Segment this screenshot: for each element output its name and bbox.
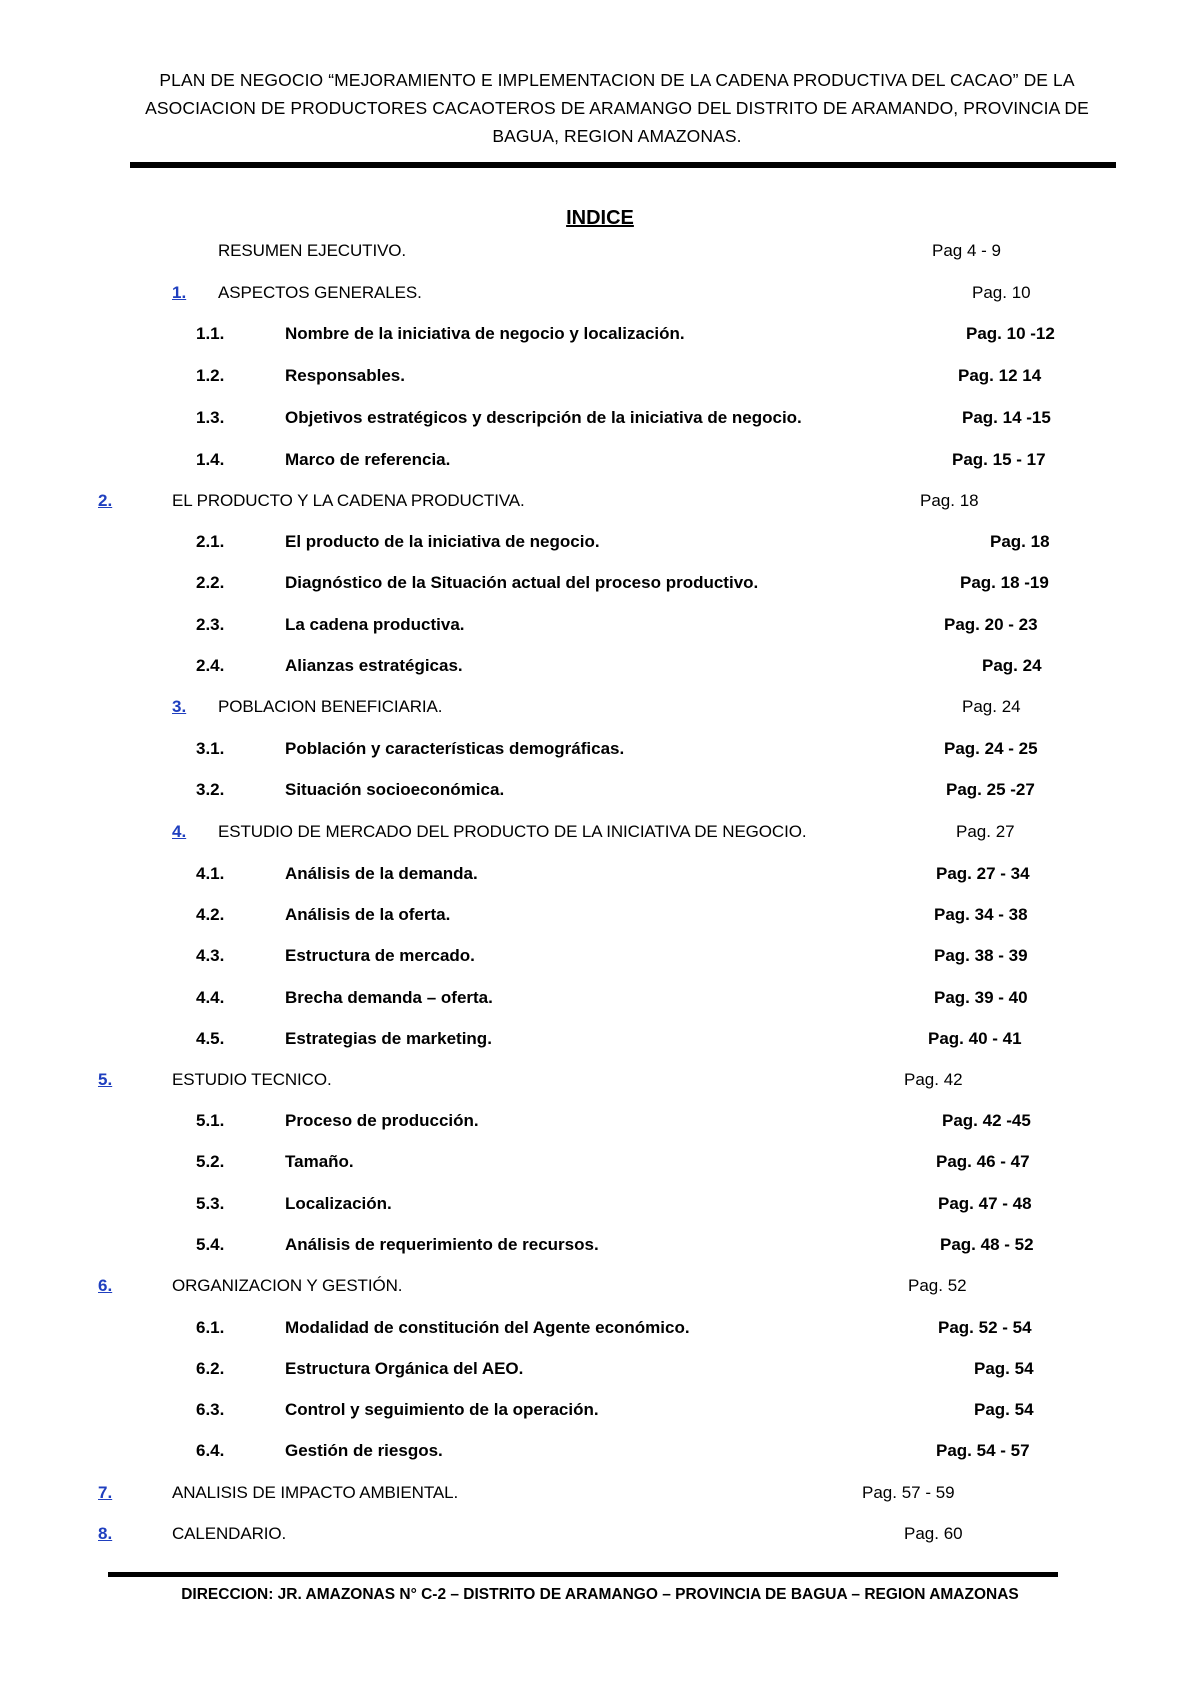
toc-section-number-link[interactable]: 4.	[172, 822, 187, 841]
toc-row	[0, 1194, 1200, 1224]
toc-page: Pag. 24 - 25	[944, 739, 1038, 758]
toc-row	[0, 1524, 1200, 1554]
toc-row	[0, 697, 1200, 727]
toc-page: Pag. 60	[904, 1524, 963, 1543]
toc-page: Pag. 20 - 23	[944, 615, 1038, 634]
toc-subsection-number: 3.1.	[196, 739, 225, 758]
toc-section-label: CALENDARIO.	[172, 1524, 287, 1543]
toc-page: Pag. 34 - 38	[934, 905, 1028, 924]
toc-subsection-number: 2.4.	[196, 656, 225, 675]
document-footer: DIRECCION: JR. AMAZONAS N° C-2 – DISTRITO DE ARAMANGO – PROVINCIA DE BAGUA – REGION AMAZONAS	[181, 1586, 1019, 1603]
toc-page: Pag. 54 - 57	[936, 1441, 1030, 1460]
toc-subsection-number: 1.3.	[196, 408, 225, 427]
toc-subsection-label: Estrategias de marketing.	[285, 1029, 492, 1048]
header-line-2: ASOCIACION DE PRODUCTORES CACAOTEROS DE ARAMANGO DEL DISTRITO DE ARAMANDO, PROVINCIA DE	[145, 98, 1089, 118]
toc-page: Pag. 24	[962, 697, 1021, 716]
toc-row	[0, 1441, 1200, 1471]
toc-subsection-number: 2.1.	[196, 532, 225, 551]
toc-section-number-link[interactable]: 2.	[98, 491, 113, 510]
toc-page: Pag. 42 -45	[942, 1111, 1031, 1130]
toc-subsection-number: 1.1.	[196, 324, 225, 343]
toc-row	[0, 739, 1200, 769]
toc-subsection-label: Gestión de riesgos.	[285, 1441, 443, 1460]
toc-section-label: ESTUDIO DE MERCADO DEL PRODUCTO DE LA INICIATIVA DE NEGOCIO.	[218, 822, 807, 841]
toc-subsection-label: Marco de referencia.	[285, 450, 451, 469]
toc-row	[0, 656, 1200, 686]
toc-page: Pag. 24	[982, 656, 1042, 675]
toc-section-label: EL PRODUCTO Y LA CADENA PRODUCTIVA.	[172, 491, 525, 510]
toc-section-number-link[interactable]: 7.	[98, 1483, 113, 1502]
toc-row	[0, 1276, 1200, 1306]
toc-row	[0, 532, 1200, 562]
toc-section-number-link[interactable]: 5.	[98, 1070, 113, 1089]
toc-row	[0, 324, 1200, 354]
toc-page: Pag. 38 - 39	[934, 946, 1028, 965]
toc-page: Pag. 15 - 17	[952, 450, 1046, 469]
toc-subsection-label: Estructura Orgánica del AEO.	[285, 1359, 524, 1378]
toc-subsection-label: Alianzas estratégicas.	[285, 656, 463, 675]
toc-subsection-label: Análisis de requerimiento de recursos.	[285, 1235, 599, 1254]
toc-row	[0, 1318, 1200, 1348]
toc-subsection-number: 4.4.	[196, 988, 225, 1007]
toc-page: Pag. 39 - 40	[934, 988, 1028, 1007]
toc-subsection-label: Diagnóstico de la Situación actual del proceso productivo.	[285, 573, 759, 592]
toc-row	[0, 450, 1200, 480]
toc-page: Pag. 52	[908, 1276, 967, 1295]
toc-section-number-link[interactable]: 6.	[98, 1276, 113, 1295]
toc-row	[0, 366, 1200, 396]
toc-subsection-number: 6.1.	[196, 1318, 225, 1337]
toc-section-label: POBLACION BENEFICIARIA.	[218, 697, 443, 716]
toc-page: Pag. 54	[974, 1400, 1034, 1419]
toc-page: Pag. 57 - 59	[862, 1483, 955, 1502]
toc-page: Pag. 18	[990, 532, 1050, 551]
toc-subsection-number: 6.4.	[196, 1441, 225, 1460]
toc-row	[0, 491, 1200, 521]
toc-section-label: ESTUDIO TECNICO.	[172, 1070, 332, 1089]
toc-page: Pag. 10	[972, 283, 1031, 302]
toc-subsection-number: 2.3.	[196, 615, 225, 634]
toc-row	[0, 1111, 1200, 1141]
toc-section-number-link[interactable]: 3.	[172, 697, 187, 716]
toc-row	[0, 946, 1200, 976]
toc-subsection-label: Localización.	[285, 1194, 392, 1213]
header-line-1: PLAN DE NEGOCIO “MEJORAMIENTO E IMPLEMENTACION DE LA CADENA PRODUCTIVA DEL CACAO” DE LA	[159, 70, 1075, 90]
toc-section-label: ANALISIS DE IMPACTO AMBIENTAL.	[172, 1483, 459, 1502]
toc-subsection-label: Análisis de la oferta.	[285, 905, 451, 924]
toc-row	[0, 1235, 1200, 1265]
toc-page: Pag. 48 - 52	[940, 1235, 1034, 1254]
toc-page: Pag. 18	[920, 491, 979, 510]
toc-subsection-label: Objetivos estratégicos y descripción de la iniciativa de negocio.	[285, 408, 802, 427]
toc-subsection-label: Situación socioeconómica.	[285, 780, 505, 799]
toc-row	[0, 1483, 1200, 1513]
toc-subsection-label: Población y características demográficas.	[285, 739, 625, 758]
toc-page: Pag. 25 -27	[946, 780, 1035, 799]
toc-section-number-link[interactable]: 8.	[98, 1524, 113, 1543]
toc-page: Pag. 54	[974, 1359, 1034, 1378]
toc-row	[0, 988, 1200, 1018]
toc-subsection-number: 4.3.	[196, 946, 225, 965]
toc-subsection-label: Brecha demanda – oferta.	[285, 988, 493, 1007]
toc-row	[0, 1359, 1200, 1389]
toc-row	[0, 283, 1200, 313]
toc-row	[0, 780, 1200, 810]
toc-page: Pag. 14 -15	[962, 408, 1051, 427]
toc-subsection-number: 5.3.	[196, 1194, 225, 1213]
toc-page: Pag. 27 - 34	[936, 864, 1030, 883]
toc-subsection-number: 2.2.	[196, 573, 225, 592]
toc-row	[0, 1400, 1200, 1430]
toc-row	[0, 1070, 1200, 1100]
toc-subsection-label: Análisis de la demanda.	[285, 864, 478, 883]
toc-row	[0, 615, 1200, 645]
toc-page: Pag. 52 - 54	[938, 1318, 1032, 1337]
document-header	[118, 66, 1116, 150]
index-title: INDICE	[566, 207, 634, 229]
toc-row	[0, 573, 1200, 603]
toc-subsection-label: Modalidad de constitución del Agente económico.	[285, 1318, 690, 1337]
toc-row	[0, 1152, 1200, 1182]
toc-subsection-label: Estructura de mercado.	[285, 946, 475, 965]
toc-row-resumen	[0, 241, 1200, 271]
toc-subsection-label: Proceso de producción.	[285, 1111, 479, 1130]
toc-subsection-label: Control y seguimiento de la operación.	[285, 1400, 599, 1419]
toc-row	[0, 864, 1200, 894]
toc-section-number-link[interactable]: 1.	[172, 283, 187, 302]
toc-page: Pag. 10 -12	[966, 324, 1055, 343]
toc-section-label: ASPECTOS GENERALES.	[218, 283, 422, 302]
toc-page: Pag. 12 14	[958, 366, 1042, 385]
toc-subsection-number: 1.4.	[196, 450, 225, 469]
footer-rule	[108, 1572, 1058, 1577]
toc-subsection-number: 5.1.	[196, 1111, 225, 1130]
toc-subsection-label: Tamaño.	[285, 1152, 354, 1171]
toc-subsection-number: 5.2.	[196, 1152, 225, 1171]
toc-page: Pag. 46 - 47	[936, 1152, 1030, 1171]
toc-page: Pag 4 - 9	[932, 241, 1001, 260]
toc-subsection-number: 4.1.	[196, 864, 225, 883]
toc-subsection-number: 4.5.	[196, 1029, 225, 1048]
toc-page: Pag. 40 - 41	[928, 1029, 1022, 1048]
toc-subsection-label: Nombre de la iniciativa de negocio y localización.	[285, 324, 685, 343]
toc-subsection-number: 6.3.	[196, 1400, 225, 1419]
toc-section-label: ORGANIZACION Y GESTIÓN.	[172, 1276, 403, 1295]
toc-subsection-number: 1.2.	[196, 366, 225, 385]
toc-page: Pag. 27	[956, 822, 1015, 841]
toc-subsection-number: 6.2.	[196, 1359, 225, 1378]
toc-subsection-number: 5.4.	[196, 1235, 225, 1254]
toc-row	[0, 408, 1200, 438]
header-line-3: BAGUA, REGION AMAZONAS.	[492, 126, 742, 146]
toc-subsection-number: 3.2.	[196, 780, 225, 799]
toc-row	[0, 822, 1200, 852]
toc-page: Pag. 47 - 48	[938, 1194, 1032, 1213]
toc-subsection-number: 4.2.	[196, 905, 225, 924]
toc-subsection-label: La cadena productiva.	[285, 615, 465, 634]
toc-row	[0, 905, 1200, 935]
toc-page: Pag. 42	[904, 1070, 963, 1089]
toc-subsection-label: El producto de la iniciativa de negocio.	[285, 532, 600, 551]
toc-label: RESUMEN EJECUTIVO.	[218, 241, 407, 260]
toc-row	[0, 1029, 1200, 1059]
toc-page: Pag. 18 -19	[960, 573, 1049, 592]
header-rule	[130, 162, 1116, 168]
toc-subsection-label: Responsables.	[285, 366, 405, 385]
